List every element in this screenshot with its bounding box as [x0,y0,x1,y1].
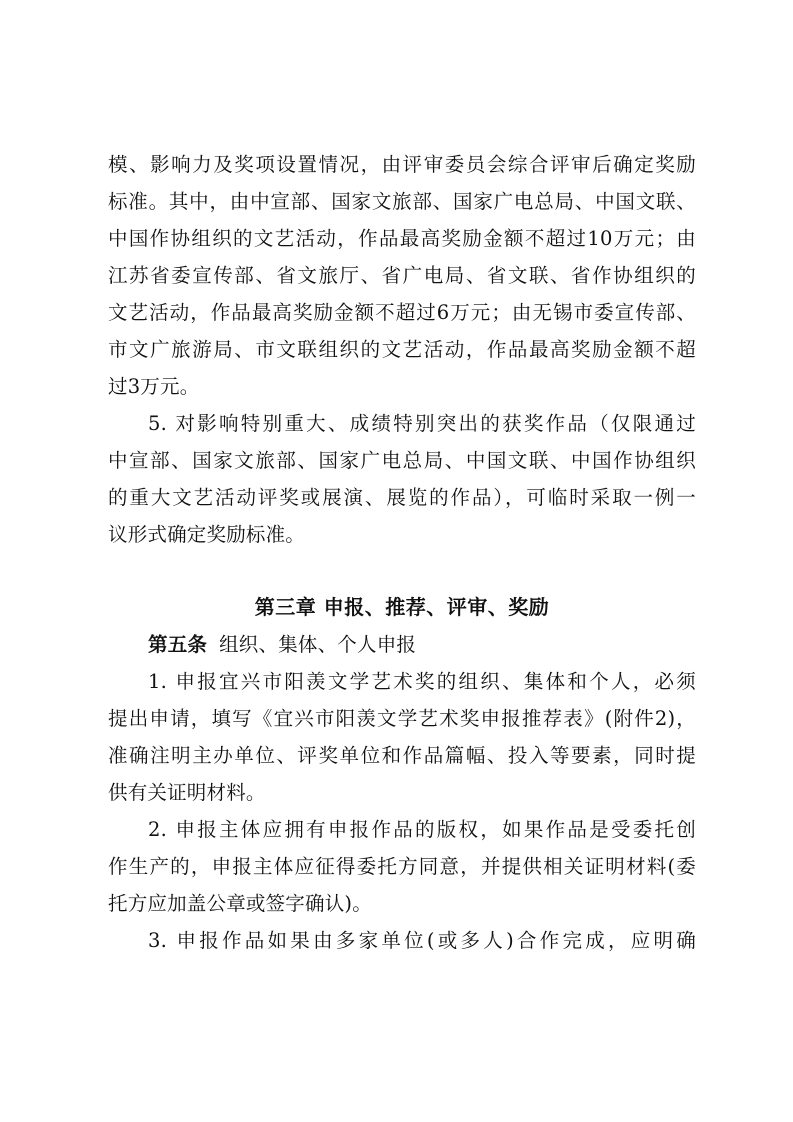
document-page [108,146,696,959]
text-line: 作生产的，申报主体应征得委托方同意，并提供相关证明材料(委 [108,855,696,878]
section-gap [108,553,696,589]
text-line: 江苏省委宣传部、省文旅厅、省广电局、省文联、省作协组织的 [108,264,696,287]
text-line: 文艺活动，作品最高奖励金额不超过6万元；由无锡市委宣传部、 [108,301,696,324]
article-heading [108,626,696,663]
paragraph-award-standards [108,146,696,405]
article-title: 组织、集体、个人申报 [219,633,417,656]
paragraph-item-5 [108,405,696,553]
text-line: 的重大文艺活动评奖或展演、展览的作品），可临时采取一例一 [108,486,696,509]
chapter-heading: 第三章 申报、推荐、评审、奖励 [254,595,550,619]
text-line: 提出申请，填写《宜兴市阳羡文学艺术奖申报推荐表》(附件2)， [108,707,696,730]
article-label: 第五条 [148,633,208,656]
text-line: 准确注明主办单位、评奖单位和作品篇幅、投入等要素，同时提 [108,744,696,767]
paragraph-item-3 [108,922,696,959]
paragraph-item-1 [108,663,696,811]
text-line: 3. 申报作品如果由多家单位(或多人)合作完成，应明确 [148,929,696,952]
text-line: 1. 申报宜兴市阳羡文学艺术奖的组织、集体和个人，必须 [148,670,696,693]
paragraph-item-2 [108,811,696,922]
text-line: 2. 申报主体应拥有申报作品的版权，如果作品是受委托创 [148,818,696,841]
text-line: 中国作协组织的文艺活动，作品最高奖励金额不超过10万元；由 [108,227,696,250]
text-line: 中宣部、国家文旅部、国家广电总局、中国文联、中国作协组织 [108,449,696,472]
text-line: 过3万元。 [108,375,200,398]
text-line: 标准。其中，由中宣部、国家文旅部、国家广电总局、中国文联、 [108,190,696,213]
text-line: 托方应加盖公章或签字确认)。 [108,892,372,915]
text-line: 5. 对影响特别重大、成绩特别突出的获奖作品（仅限通过 [148,412,696,435]
text-line: 模、影响力及奖项设置情况，由评审委员会综合评审后确定奖励 [108,153,696,176]
text-line: 市文广旅游局、市文联组织的文艺活动，作品最高奖励金额不超 [108,338,696,361]
text-line: 议形式确定奖励标准。 [108,523,306,546]
text-line: 供有关证明材料。 [108,781,266,804]
